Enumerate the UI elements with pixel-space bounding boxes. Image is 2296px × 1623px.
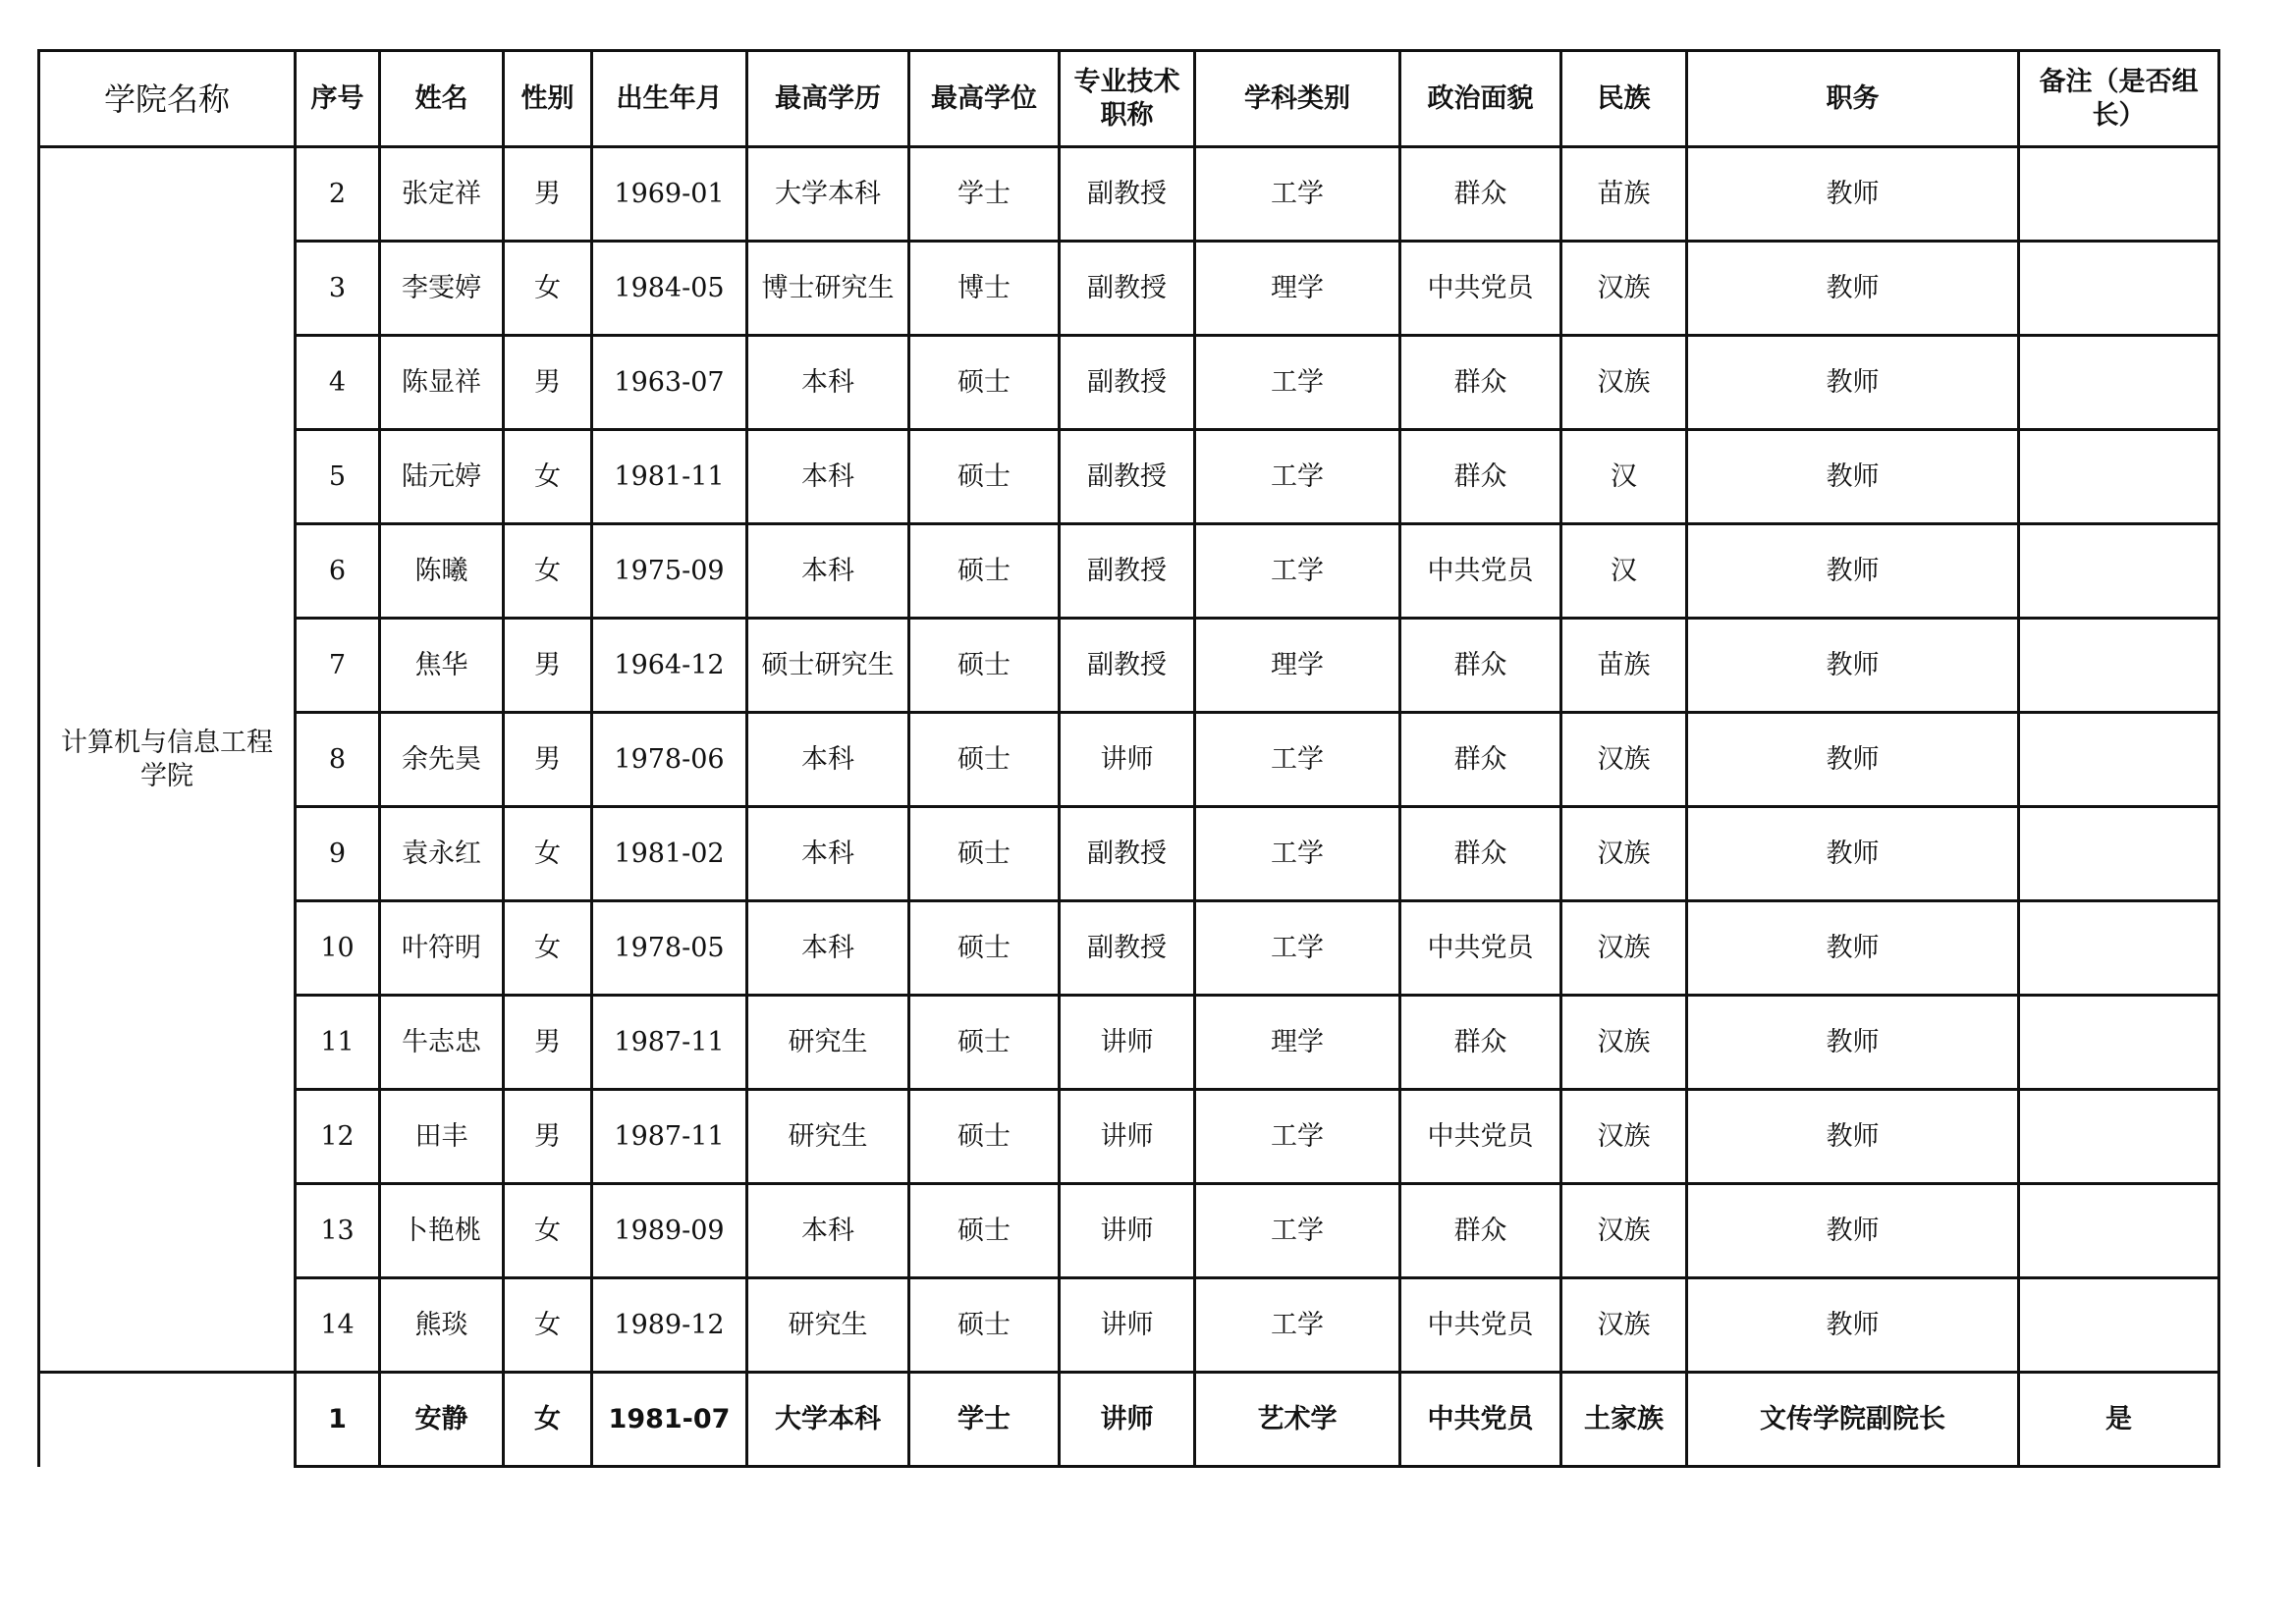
cell-birth: 1981-11	[592, 430, 747, 524]
cell-no: 10	[296, 901, 380, 996]
cell-remark	[2019, 1090, 2219, 1184]
cell-gender: 男	[504, 713, 592, 807]
cell-political: 中共党员	[1400, 1278, 1561, 1373]
cell-discipline: 工学	[1195, 430, 1400, 524]
header-remark-line2: 长）	[2092, 99, 2146, 131]
cell-birth: 1987-11	[592, 1090, 747, 1184]
cell-degree: 硕士	[909, 619, 1060, 713]
cell-birth: 1989-12	[592, 1278, 747, 1373]
cell-gender: 男	[504, 147, 592, 242]
cell-degree: 硕士	[909, 430, 1060, 524]
cell-discipline: 工学	[1195, 147, 1400, 242]
cell-remark	[2019, 996, 2219, 1090]
college-name-line1: 计算机与信息工程	[61, 727, 273, 758]
cell-political: 群众	[1400, 430, 1561, 524]
header-college: 学院名称	[39, 51, 296, 147]
cell-discipline: 艺术学	[1195, 1373, 1400, 1467]
cell-no: 4	[296, 336, 380, 430]
cell-remark	[2019, 713, 2219, 807]
table-row	[39, 242, 2219, 336]
cell-remark	[2019, 807, 2219, 901]
cell-education: 本科	[747, 1184, 909, 1278]
cell-name: 张定祥	[380, 147, 504, 242]
cell-position: 教师	[1687, 713, 2019, 807]
cell-degree: 硕士	[909, 1278, 1060, 1373]
table-row	[39, 147, 2219, 242]
cell-discipline: 理学	[1195, 619, 1400, 713]
cell-remark	[2019, 901, 2219, 996]
cell-no: 3	[296, 242, 380, 336]
cell-no: 14	[296, 1278, 380, 1373]
cell-degree: 硕士	[909, 901, 1060, 996]
cell-title: 讲师	[1060, 1373, 1195, 1467]
cell-ethnicity: 汉族	[1561, 996, 1687, 1090]
cell-discipline: 理学	[1195, 242, 1400, 336]
cell-gender: 男	[504, 1090, 592, 1184]
cell-name: 余先昊	[380, 713, 504, 807]
table-body	[39, 147, 2219, 1467]
cell-birth: 1981-07	[592, 1373, 747, 1467]
header-title	[1060, 51, 1195, 147]
cell-position: 教师	[1687, 1090, 2019, 1184]
cell-title: 副教授	[1060, 242, 1195, 336]
cell-name: 李雯婷	[380, 242, 504, 336]
cell-gender: 男	[504, 336, 592, 430]
cell-education: 研究生	[747, 1278, 909, 1373]
cell-gender: 女	[504, 807, 592, 901]
cell-title: 副教授	[1060, 524, 1195, 619]
cell-name: 牛志忠	[380, 996, 504, 1090]
cell-no: 11	[296, 996, 380, 1090]
cell-ethnicity: 汉族	[1561, 807, 1687, 901]
cell-ethnicity: 汉	[1561, 524, 1687, 619]
cell-name: 卜艳桃	[380, 1184, 504, 1278]
cell-remark	[2019, 336, 2219, 430]
college-name-line2: 学院	[140, 760, 193, 791]
cell-position: 教师	[1687, 242, 2019, 336]
cell-discipline: 理学	[1195, 996, 1400, 1090]
cell-discipline: 工学	[1195, 336, 1400, 430]
cell-degree: 硕士	[909, 1090, 1060, 1184]
cell-birth: 1978-06	[592, 713, 747, 807]
cell-no: 7	[296, 619, 380, 713]
cell-no: 5	[296, 430, 380, 524]
header-discipline: 学科类别	[1195, 51, 1400, 147]
cell-no: 13	[296, 1184, 380, 1278]
college-name-cell-2	[39, 1373, 296, 1467]
cell-no: 6	[296, 524, 380, 619]
cell-education: 本科	[747, 336, 909, 430]
cell-ethnicity: 汉族	[1561, 336, 1687, 430]
cell-birth: 1981-02	[592, 807, 747, 901]
cell-remark	[2019, 524, 2219, 619]
cell-education: 研究生	[747, 1090, 909, 1184]
cell-position: 教师	[1687, 619, 2019, 713]
table-row	[39, 524, 2219, 619]
header-title-line2: 职称	[1100, 99, 1154, 131]
cell-political: 群众	[1400, 996, 1561, 1090]
cell-title: 讲师	[1060, 996, 1195, 1090]
header-education: 最高学历	[747, 51, 909, 147]
cell-degree: 博士	[909, 242, 1060, 336]
cell-name: 焦华	[380, 619, 504, 713]
header-political: 政治面貌	[1400, 51, 1561, 147]
cell-degree: 硕士	[909, 996, 1060, 1090]
cell-political: 中共党员	[1400, 242, 1561, 336]
cell-gender: 女	[504, 1373, 592, 1467]
table-row	[39, 996, 2219, 1090]
header-gender: 性别	[504, 51, 592, 147]
cell-ethnicity: 苗族	[1561, 147, 1687, 242]
staff-table-sheet	[37, 49, 2217, 1468]
cell-birth: 1987-11	[592, 996, 747, 1090]
cell-remark	[2019, 147, 2219, 242]
cell-position: 教师	[1687, 1278, 2019, 1373]
cell-education: 本科	[747, 901, 909, 996]
cell-education: 硕士研究生	[747, 619, 909, 713]
table-row	[39, 901, 2219, 996]
cell-ethnicity: 汉族	[1561, 901, 1687, 996]
table-row	[39, 430, 2219, 524]
cell-position: 文传学院副院长	[1687, 1373, 2019, 1467]
header-remark	[2019, 51, 2219, 147]
cell-birth: 1969-01	[592, 147, 747, 242]
cell-birth: 1984-05	[592, 242, 747, 336]
cell-gender: 女	[504, 430, 592, 524]
cell-political: 群众	[1400, 1184, 1561, 1278]
cell-political: 中共党员	[1400, 1373, 1561, 1467]
cell-degree: 硕士	[909, 713, 1060, 807]
cell-political: 群众	[1400, 807, 1561, 901]
cell-birth: 1964-12	[592, 619, 747, 713]
cell-degree: 硕士	[909, 336, 1060, 430]
cell-title: 讲师	[1060, 713, 1195, 807]
cell-ethnicity: 汉族	[1561, 1278, 1687, 1373]
cell-political: 中共党员	[1400, 901, 1561, 996]
cell-political: 中共党员	[1400, 524, 1561, 619]
cell-gender: 男	[504, 619, 592, 713]
cell-name: 陈曦	[380, 524, 504, 619]
cell-education: 大学本科	[747, 1373, 909, 1467]
cell-education: 本科	[747, 807, 909, 901]
header-row	[39, 51, 2219, 147]
cell-education: 本科	[747, 713, 909, 807]
cell-no: 12	[296, 1090, 380, 1184]
cell-ethnicity: 汉族	[1561, 713, 1687, 807]
header-remark-line1: 备注（是否组	[2039, 66, 2199, 97]
cell-political: 群众	[1400, 147, 1561, 242]
cell-name: 叶符明	[380, 901, 504, 996]
cell-birth: 1975-09	[592, 524, 747, 619]
cell-gender: 女	[504, 1184, 592, 1278]
cell-ethnicity: 汉	[1561, 430, 1687, 524]
cell-remark	[2019, 430, 2219, 524]
cell-degree: 硕士	[909, 807, 1060, 901]
table-row	[39, 807, 2219, 901]
cell-title: 讲师	[1060, 1278, 1195, 1373]
cell-ethnicity: 土家族	[1561, 1373, 1687, 1467]
table-row	[39, 1184, 2219, 1278]
table-row	[39, 619, 2219, 713]
cell-title: 副教授	[1060, 336, 1195, 430]
cell-gender: 女	[504, 242, 592, 336]
cell-degree: 学士	[909, 147, 1060, 242]
cell-gender: 女	[504, 524, 592, 619]
cell-remark	[2019, 619, 2219, 713]
cell-no: 2	[296, 147, 380, 242]
cell-title: 讲师	[1060, 1184, 1195, 1278]
cell-name: 田丰	[380, 1090, 504, 1184]
cell-political: 中共党员	[1400, 1090, 1561, 1184]
cell-name: 陆元婷	[380, 430, 504, 524]
cell-position: 教师	[1687, 901, 2019, 996]
cell-birth: 1989-09	[592, 1184, 747, 1278]
cell-remark: 是	[2019, 1373, 2219, 1467]
cell-discipline: 工学	[1195, 1184, 1400, 1278]
cell-discipline: 工学	[1195, 807, 1400, 901]
header-no: 序号	[296, 51, 380, 147]
cell-education: 本科	[747, 430, 909, 524]
header-degree: 最高学位	[909, 51, 1060, 147]
table-row	[39, 336, 2219, 430]
cell-title: 副教授	[1060, 619, 1195, 713]
header-name: 姓名	[380, 51, 504, 147]
table-row-leader	[39, 1373, 2219, 1467]
cell-discipline: 工学	[1195, 524, 1400, 619]
cell-discipline: 工学	[1195, 1090, 1400, 1184]
cell-discipline: 工学	[1195, 1278, 1400, 1373]
header-title-line1: 专业技术	[1073, 66, 1180, 97]
cell-degree: 学士	[909, 1373, 1060, 1467]
table-row	[39, 1090, 2219, 1184]
cell-birth: 1978-05	[592, 901, 747, 996]
cell-political: 群众	[1400, 336, 1561, 430]
cell-degree: 硕士	[909, 524, 1060, 619]
table-row	[39, 1278, 2219, 1373]
cell-ethnicity: 汉族	[1561, 1090, 1687, 1184]
cell-remark	[2019, 242, 2219, 336]
cell-gender: 男	[504, 996, 592, 1090]
cell-ethnicity: 汉族	[1561, 1184, 1687, 1278]
cell-gender: 女	[504, 1278, 592, 1373]
cell-ethnicity: 苗族	[1561, 619, 1687, 713]
cell-position: 教师	[1687, 807, 2019, 901]
cell-no: 1	[296, 1373, 380, 1467]
cell-position: 教师	[1687, 524, 2019, 619]
staff-table	[37, 49, 2220, 1468]
cell-title: 副教授	[1060, 807, 1195, 901]
cell-remark	[2019, 1184, 2219, 1278]
college-name-cell	[39, 147, 296, 1373]
header-birth: 出生年月	[592, 51, 747, 147]
cell-title: 副教授	[1060, 430, 1195, 524]
cell-education: 大学本科	[747, 147, 909, 242]
header-ethnicity: 民族	[1561, 51, 1687, 147]
cell-position: 教师	[1687, 147, 2019, 242]
cell-discipline: 工学	[1195, 901, 1400, 996]
cell-position: 教师	[1687, 336, 2019, 430]
cell-title: 副教授	[1060, 901, 1195, 996]
cell-degree: 硕士	[909, 1184, 1060, 1278]
cell-remark	[2019, 1278, 2219, 1373]
cell-name: 熊琰	[380, 1278, 504, 1373]
cell-title: 讲师	[1060, 1090, 1195, 1184]
cell-education: 博士研究生	[747, 242, 909, 336]
cell-ethnicity: 汉族	[1561, 242, 1687, 336]
cell-political: 群众	[1400, 713, 1561, 807]
cell-education: 本科	[747, 524, 909, 619]
cell-education: 研究生	[747, 996, 909, 1090]
cell-no: 9	[296, 807, 380, 901]
cell-gender: 女	[504, 901, 592, 996]
cell-discipline: 工学	[1195, 713, 1400, 807]
cell-position: 教师	[1687, 996, 2019, 1090]
table-row	[39, 713, 2219, 807]
cell-no: 8	[296, 713, 380, 807]
cell-birth: 1963-07	[592, 336, 747, 430]
cell-position: 教师	[1687, 1184, 2019, 1278]
header-position: 职务	[1687, 51, 2019, 147]
cell-position: 教师	[1687, 430, 2019, 524]
cell-name: 安静	[380, 1373, 504, 1467]
cell-political: 群众	[1400, 619, 1561, 713]
cell-name: 陈显祥	[380, 336, 504, 430]
cell-title: 副教授	[1060, 147, 1195, 242]
cell-name: 袁永红	[380, 807, 504, 901]
